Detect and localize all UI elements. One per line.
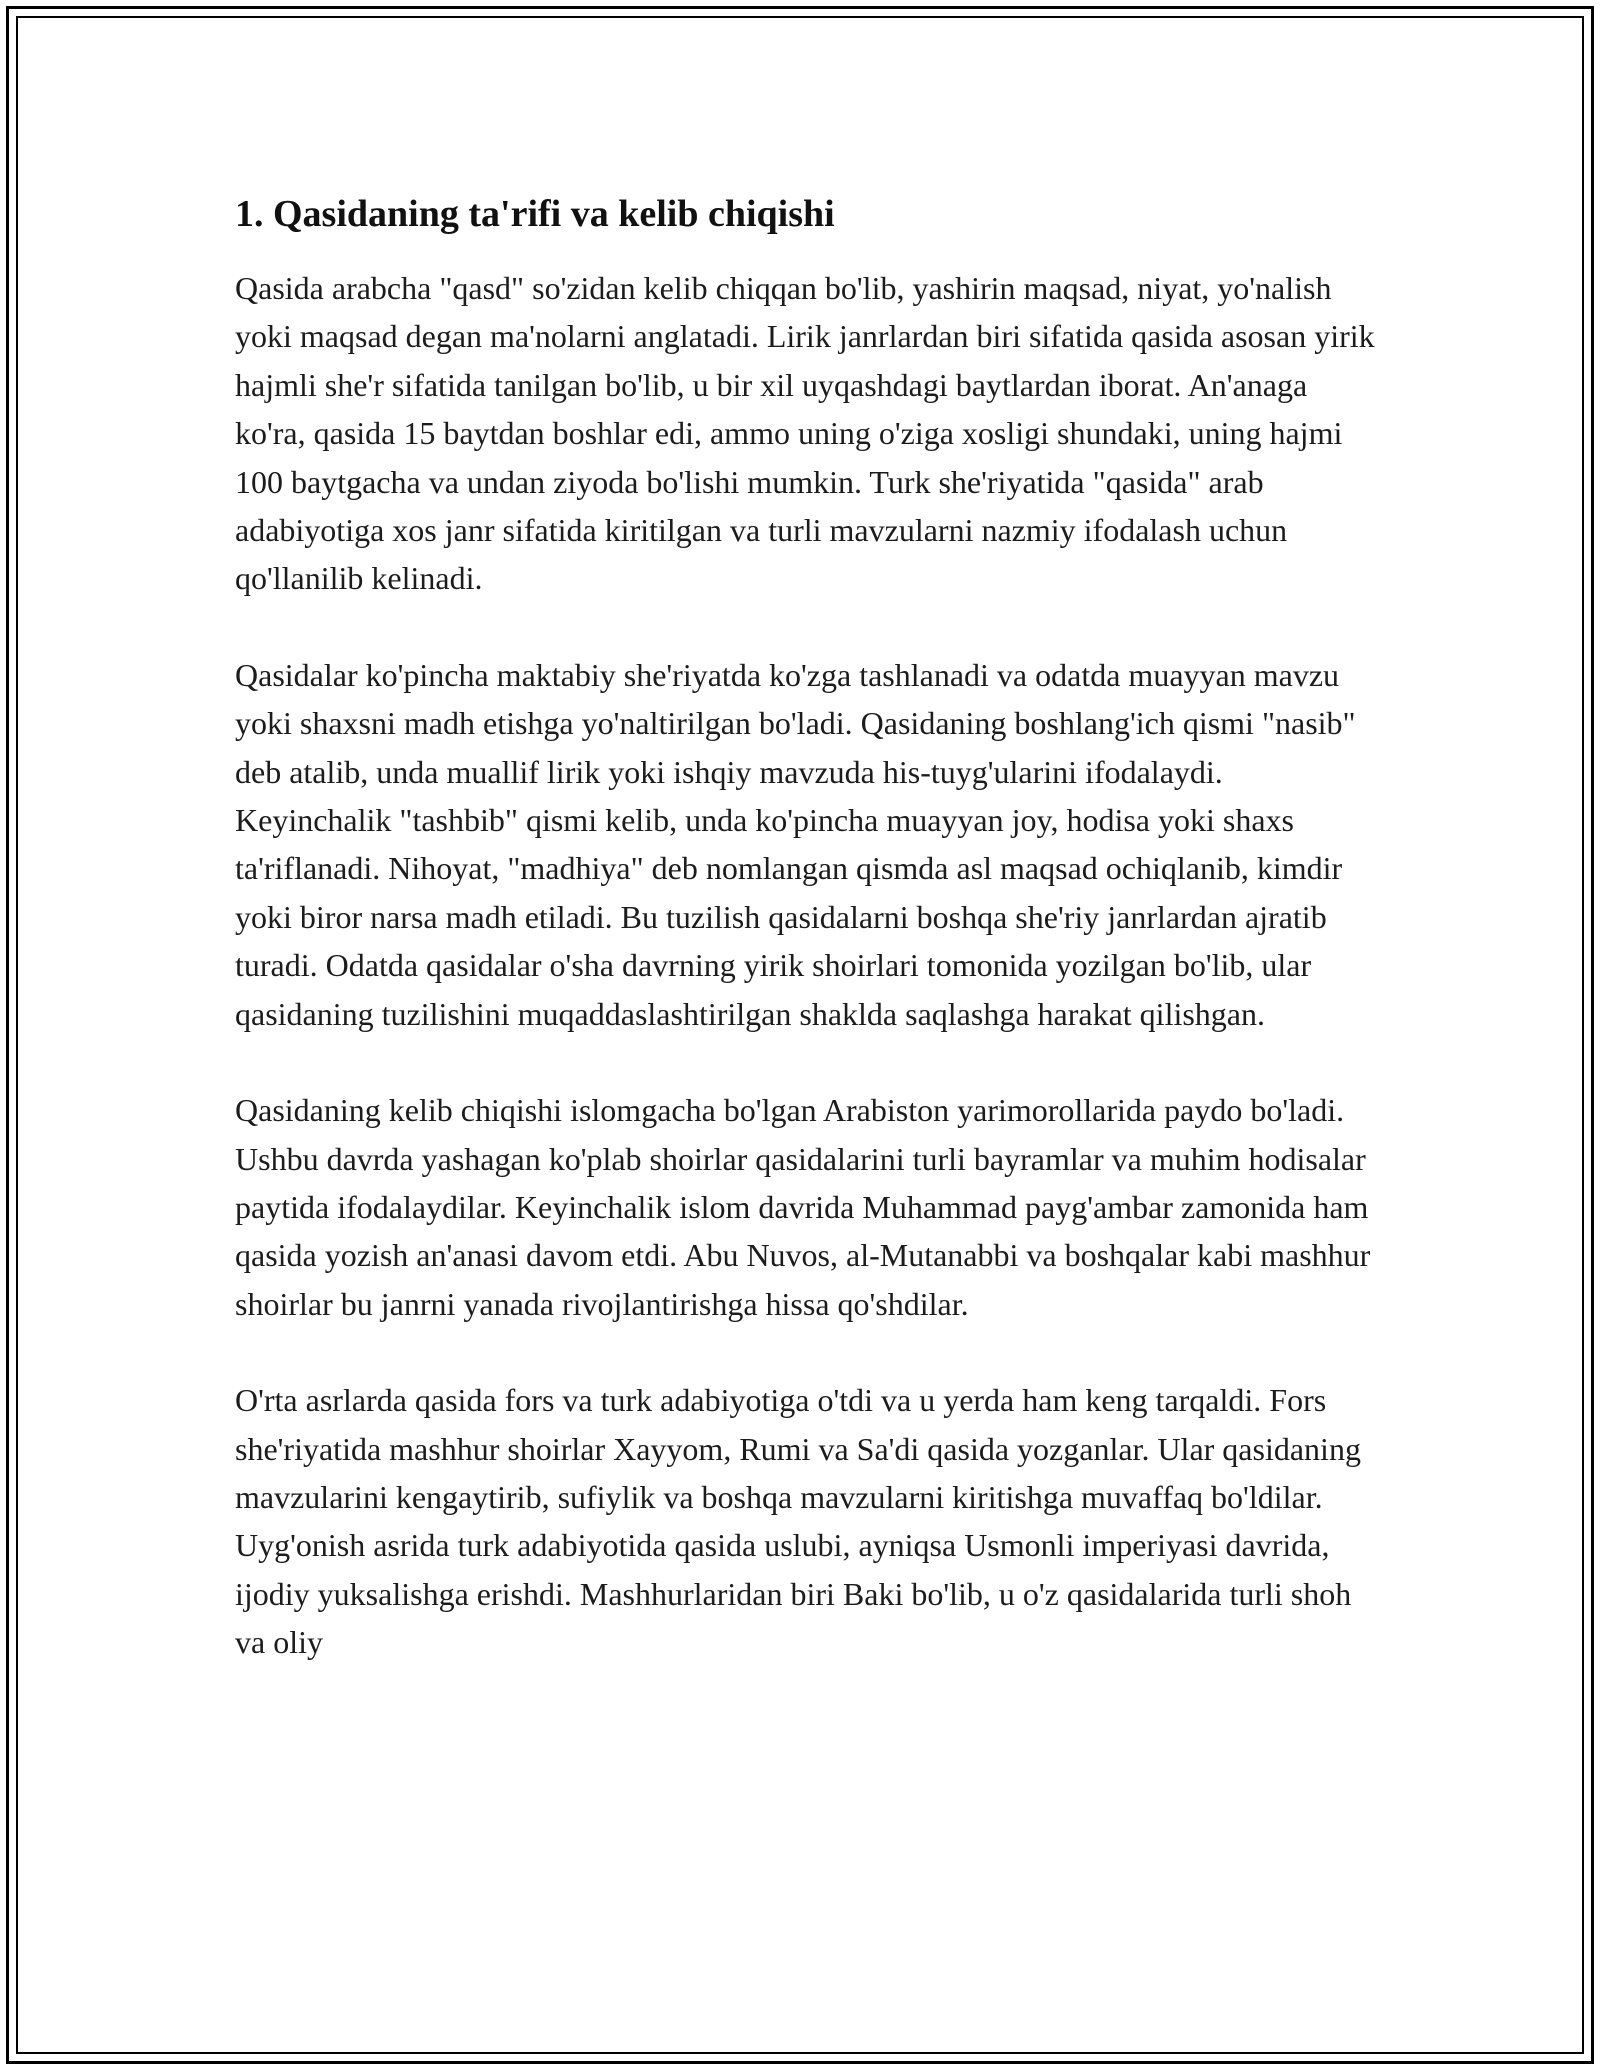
- paragraph-medieval: O'rta asrlarda qasida fors va turk adabiyotiga o'tdi va u yerda ham keng tarqaldi. Fors she'riyatida mashhur shoirlar Xayyom, Rumi va Sa'di qasida yozganlar. Ular qasidaning mavzularini kengaytirib, sufiylik va boshqa mavzularni kiritishga muvaffaq bo'ldilar. Uyg'onish asrida turk adabiyotida qasida uslubi, ayniqsa Usmonli imperiyasi davrida, ijodiy yuksalishga erishdi. Mashhurlaridan biri Baki bo'lib, u o'z qasidalarida turli shoh va oliy: [235, 1382, 1361, 1661]
- paragraph-structure: Qasidalar ko'pincha maktabiy she'riyatda ko'zga tashlanadi va odatda muayyan mavzu yoki shaxsni madh etishga yo'naltirilgan bo'ladi. Qasidaning boshlang'ich qismi "nasib" deb atalib, unda muallif lirik yoki ishqiy mavzuda his-tuyg'ularini ifodalaydi. Keyinchalik "tashbib" qismi kelib, unda ko'pincha muayyan joy, hodisa yoki shaxs ta'riflanadi. Nihoyat, "madhiya" deb nomlangan qismda asl maqsad ochiqlanib, kimdir yoki biror narsa madh etiladi. Bu tuzilish qasidalarni boshqa she'riy janrlardan ajratib turadi. Odatda qasidalar o'sha davrning yirik shoirlari tomonida yozilgan bo'lib, ular qasidaning tuzilishini muqaddaslashtirilgan shaklda saqlashga harakat qilishgan.: [235, 656, 1356, 1032]
- paragraph-definition: Qasida arabcha "qasd" so'zidan kelib chiqqan bo'lib, yashirin maqsad, niyat, yo'nalish yoki maqsad degan ma'nolarni anglatadi. Lirik janrlardan biri sifatida qasida asosan yirik hajmli she'r sifatida tanilgan bo'lib, u bir xil uyqashdagi baytlardan iborat. An'anaga ko'ra, qasida 15 baytdan boshlar edi, ammo uning o'ziga xosligi shundaki, uning hajmi 100 baytgacha va undan ziyoda bo'lishi mumkin. Turk she'riyatida "qasida" arab adabiyotiga xos janr sifatida kiritilgan va turli mavzularni nazmiy ifodalash uchun qo'llanilib kelinadi.: [235, 270, 1375, 597]
- section-heading: 1. Qasidaning ta'rifi va kelib chiqishi: [235, 193, 835, 235]
- paragraph-origin: Qasidaning kelib chiqishi islomgacha bo'lgan Arabiston yarimorollarida paydo bo'ladi. Ushbu davrda yashagan ko'plab shoirlar qasidalarini turli bayramlar va muhim hodisalar paytida ifodalaydilar. Keyinchalik islom davrida Muhammad payg'ambar zamonida ham qasida yozish an'anasi davom etdi. Abu Nuvos, al-Mutanabbi va boshqalar kabi mashhur shoirlar bu janrni yanada rivojlantirishga hissa qo'shdilar.: [235, 1092, 1371, 1322]
- document-body: [235, 186, 1375, 1715]
